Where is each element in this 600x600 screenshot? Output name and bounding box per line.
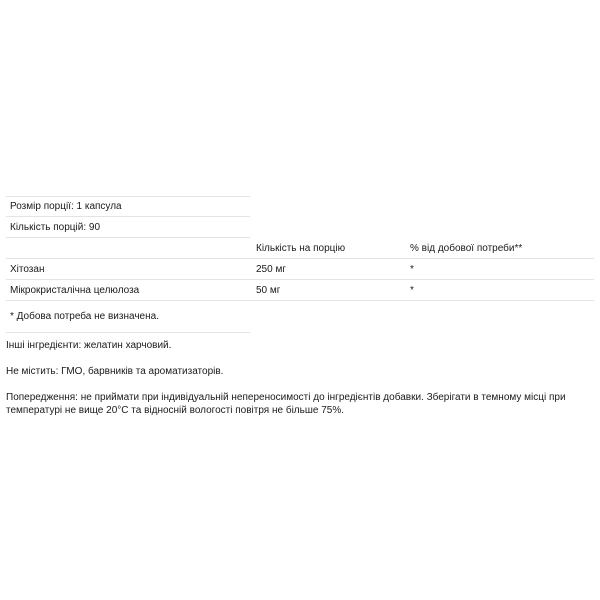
ingredient-amount: 250 мг <box>256 263 286 275</box>
serving-count-row <box>6 217 250 238</box>
facts-table-header <box>6 238 594 259</box>
header-amount-per-serving: Кількість на порцію <box>256 242 346 254</box>
footnote-text: * Добова потреба не визначена. <box>10 311 159 322</box>
header-daily-value: % від добової потреби** <box>410 242 523 254</box>
ingredient-name: Хітозан <box>10 263 45 275</box>
other-ingredients-text: Інші інгредієнти: желатин харчовий. <box>6 340 172 351</box>
daily-value-footnote <box>6 301 250 333</box>
serving-size-row <box>6 196 250 217</box>
ingredient-daily-value: * <box>410 284 414 296</box>
table-row <box>6 280 594 301</box>
warnings-text: Попередження: не приймати при індивідуальній непереносимості до інгредієнтів добавки. Зберігати в темному місці при температурі не вище 20°C та відносній вологості повітря не більше 75%. <box>6 392 566 416</box>
product-notes <box>6 339 594 417</box>
ingredient-amount: 50 мг <box>256 284 281 296</box>
serving-size-text: Розмір порції: 1 капсула <box>10 201 122 212</box>
supplement-facts <box>6 196 594 430</box>
serving-count-text: Кількість порцій: 90 <box>10 221 101 233</box>
ingredient-name: Мікрокристалічна целюлоза <box>10 284 140 296</box>
table-row <box>6 259 594 280</box>
free-from-text: Не містить: ГМО, барвників та ароматизаторів. <box>6 366 224 377</box>
ingredient-daily-value: * <box>410 263 414 275</box>
